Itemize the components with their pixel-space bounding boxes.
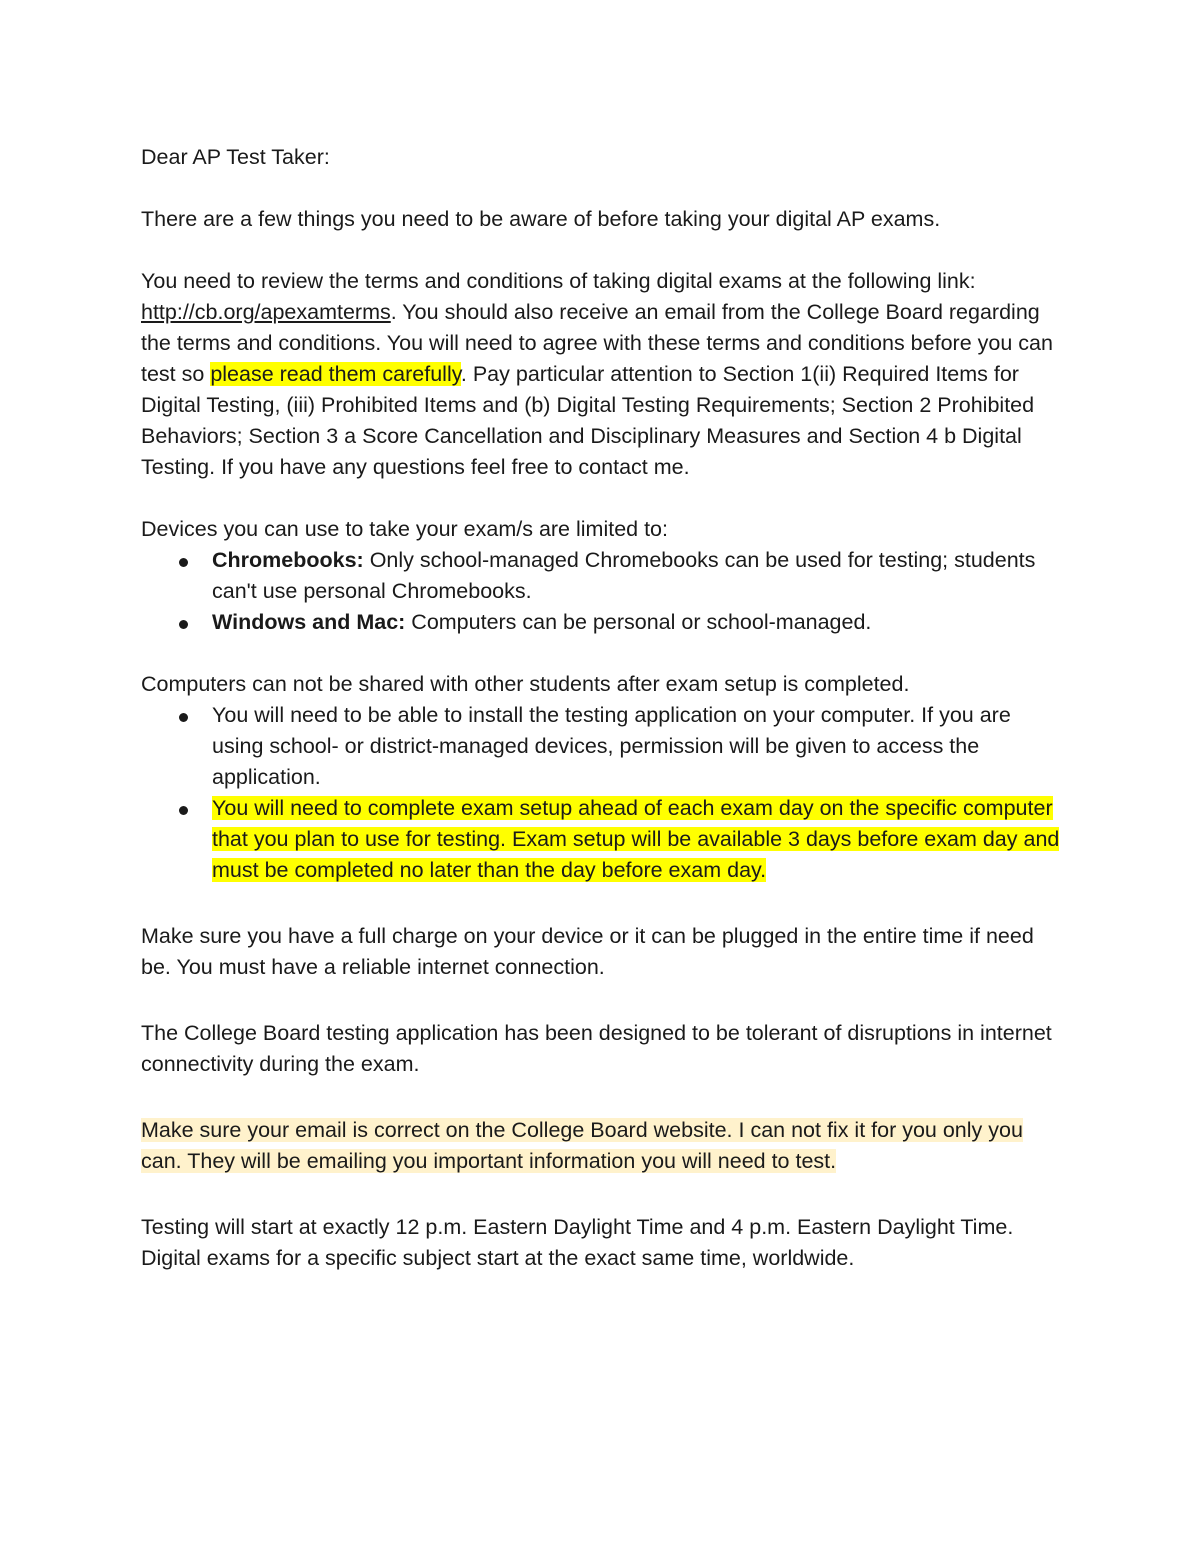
email-note: [141, 1115, 1066, 1177]
device-label: Chromebooks:: [212, 548, 364, 572]
charge-note: Make sure you have a full charge on your device or it can be plugged in the entire time if need be. You must have a reliable internet connection.: [141, 924, 1034, 979]
terms-lead: You need to review the terms and conditions of taking digital exams at the following link:: [141, 269, 976, 293]
terms-highlight: please read them carefully: [210, 362, 461, 386]
setup-item-text-highlighted: You will need to complete exam setup ahead of each exam day on the specific computer that you plan to use for testing. Exam setup will be available 3 days before exam day and must be completed no later than the day before exam day.: [212, 796, 1060, 882]
terms-paragraph: [141, 266, 1066, 483]
device-label: Windows and Mac:: [212, 610, 406, 634]
setup-list: [141, 700, 1066, 886]
list-item: [141, 700, 1066, 793]
terms-link[interactable]: http://cb.org/apexamterms: [141, 300, 391, 324]
bullet-icon: [179, 713, 188, 722]
greeting: Dear AP Test Taker:: [141, 145, 330, 169]
terms-tail: . Pay particular attention to Section 1(ii) Required Items for Digital Testing, (iii) Prohibited Items and (b) Digital Testing Requirements; Section 2 Prohibited Behaviors; Section 3 a Score Cancellation and Disciplinary Measures and Section 4 b Digital Testing. If you have any questions feel free to contact me.: [141, 362, 1035, 479]
devices-intro: Devices you can use to take your exam/s are limited to:: [141, 517, 668, 541]
shared-note: Computers can not be shared with other students after exam setup is completed.: [141, 672, 910, 696]
app-note: The College Board testing application has been designed to be tolerant of disruptions in internet connectivity during the exam.: [141, 1021, 1052, 1076]
setup-item-text: You will need to be able to install the testing application on your computer. If you are using school- or district-managed devices, permission will be given to access the application.: [212, 703, 1011, 789]
device-list: [141, 545, 1066, 638]
device-text: Computers can be personal or school-managed.: [405, 610, 872, 634]
letter-body: [141, 142, 1066, 1274]
email-note-highlight: Make sure your email is correct on the College Board website. I can not fix it for you only you can. They will be emailing you important information you will need to test.: [141, 1118, 1023, 1173]
timing-note: Testing will start at exactly 12 p.m. Eastern Daylight Time and 4 p.m. Eastern Daylight Time. Digital exams for a specific subject start at the exact same time, worldwide.: [141, 1215, 1014, 1270]
list-item: [141, 545, 1066, 607]
list-item: [141, 607, 1066, 638]
device-text: Only school-managed Chromebooks can be used for testing; students can't use personal Chromebooks.: [212, 548, 1036, 603]
bullet-icon: [179, 620, 188, 629]
bullet-icon: [179, 558, 188, 567]
terms-mid: . You should also receive an email from the College Board regarding the terms and conditions. You will need to agree with these terms and conditions before you can test so: [141, 300, 1053, 386]
list-item: [141, 793, 1066, 886]
intro-paragraph: There are a few things you need to be aware of before taking your digital AP exams.: [141, 207, 941, 231]
bullet-icon: [179, 806, 188, 815]
